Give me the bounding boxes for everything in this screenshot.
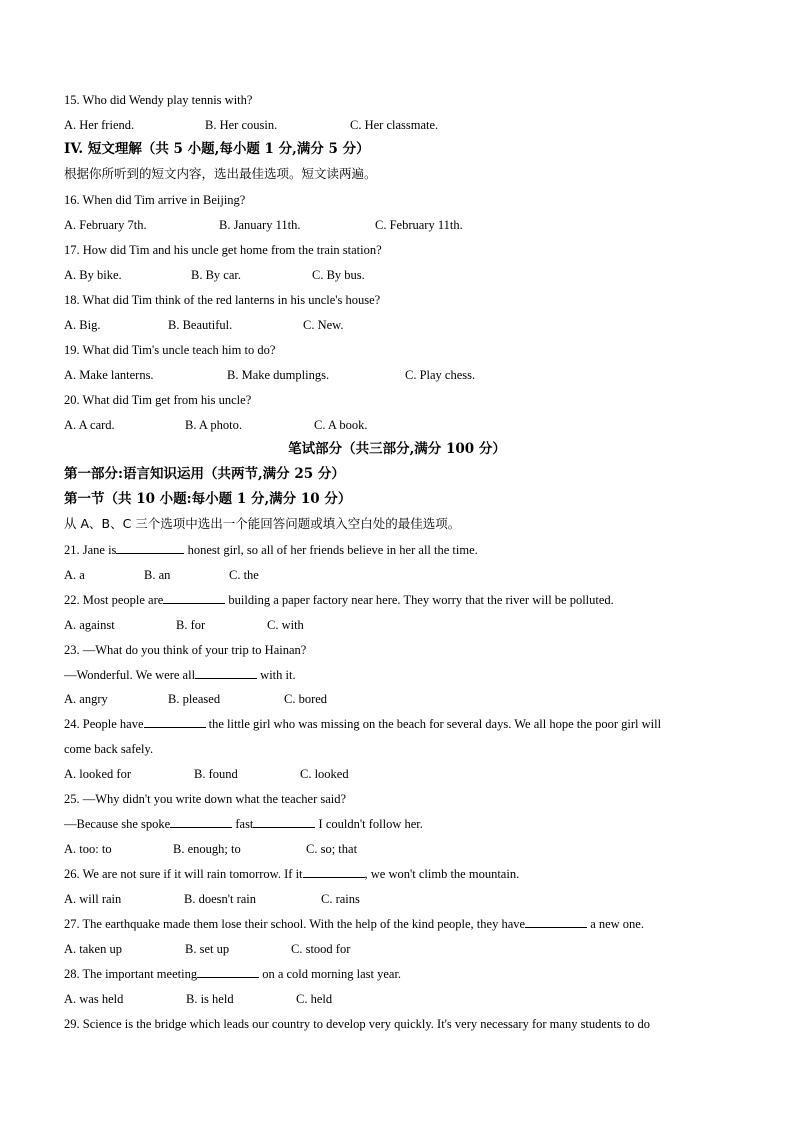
option-a: A. was held — [64, 992, 124, 1006]
option-b: B. doesn't rain — [184, 892, 257, 906]
question-23-reply — [64, 667, 296, 683]
stem-part: , we won't climb the mountain. — [364, 867, 520, 881]
answer-blank — [253, 816, 315, 828]
option-a: A. will rain — [64, 892, 122, 906]
option-b: B. set up — [185, 942, 230, 956]
option-b: B. an — [144, 568, 171, 582]
stem-part: on a cold morning last year. — [259, 967, 402, 981]
option-b: B. for — [176, 618, 206, 632]
option-b: B. is held — [186, 992, 234, 1006]
stem-part: with it. — [257, 668, 296, 682]
question-24-continued: come back safely. — [64, 742, 154, 756]
option-a: A. By bike. — [64, 268, 122, 282]
option-b: B. pleased — [168, 692, 221, 706]
option-c: C. Her classmate. — [350, 118, 439, 132]
option-a: A. against — [64, 618, 115, 632]
option-c: C. with — [267, 618, 304, 632]
option-c: C. the — [229, 568, 259, 582]
answer-blank — [170, 816, 232, 828]
stem-part: 27. The earthquake made them lose their school. With the help of the kind people, they have — [64, 917, 526, 931]
stem-part: a new one. — [587, 917, 644, 931]
question-18: 18. What did Tim think of the red lanterns in his uncle's house? — [64, 293, 381, 307]
stem-part: 24. People have — [64, 717, 144, 731]
question-15: 15. Who did Wendy play tennis with? — [64, 93, 253, 107]
question-24 — [64, 716, 661, 732]
option-c: C. stood for — [291, 942, 351, 956]
option-c: C. looked — [300, 767, 349, 781]
question-25: 25. —Why didn't you write down what the teacher said? — [64, 792, 347, 806]
option-c: C. Play chess. — [405, 368, 476, 382]
option-a: A. looked for — [64, 767, 131, 781]
option-b: B. January 11th. — [219, 218, 301, 232]
question-26 — [64, 866, 519, 882]
question-20: 20. What did Tim get from his uncle? — [64, 393, 252, 407]
option-c: C. New. — [303, 318, 344, 332]
question-19: 19. What did Tim's uncle teach him to do? — [64, 343, 276, 357]
question-28 — [64, 966, 401, 982]
question-22 — [64, 592, 614, 608]
option-c: C. bored — [284, 692, 328, 706]
stem-part: 26. We are not sure if it will rain tomorrow. If it — [64, 867, 303, 881]
stem-part: fast — [232, 817, 254, 831]
answer-blank — [163, 592, 225, 604]
option-b: B. A photo. — [185, 418, 242, 432]
option-c: C. February 11th. — [375, 218, 463, 232]
question-16: 16. When did Tim arrive in Beijing? — [64, 193, 246, 207]
option-a: A. angry — [64, 692, 108, 706]
question-21 — [64, 542, 478, 558]
question-29: 29. Science is the bridge which leads our country to develop very quickly. It's very necessary for many students to do — [64, 1017, 651, 1031]
question-17: 17. How did Tim and his uncle get home from the train station? — [64, 243, 382, 257]
stem-part: —Because she spoke — [64, 817, 171, 831]
answer-blank — [303, 866, 365, 878]
option-a: A. Big. — [64, 318, 101, 332]
section-one-heading: 第一节（共 10 小题:每小题 1 分,满分 10 分） — [64, 491, 352, 507]
written-part-title: 笔试部分（共三部分,满分 100 分） — [288, 441, 506, 457]
question-23: 23. —What do you think of your trip to Hainan? — [64, 643, 307, 657]
stem-part: I couldn't follow her. — [315, 817, 423, 831]
option-c: C. A book. — [314, 418, 368, 432]
option-b: B. Her cousin. — [205, 118, 278, 132]
part-one-heading: 第一部分:语言知识运用（共两节,满分 25 分） — [64, 466, 345, 482]
option-c: C. rains — [321, 892, 360, 906]
option-a: A. taken up — [64, 942, 122, 956]
option-b: B. found — [194, 767, 238, 781]
stem-part: honest girl, so all of her friends believe in her all the time. — [184, 543, 478, 557]
stem-part: 21. Jane is — [64, 543, 117, 557]
option-b: B. enough; to — [173, 842, 241, 856]
section-iv-instruction: 根据你所听到的短文内容，选出最佳选项。短文读两遍。 — [64, 166, 377, 181]
stem-part: —Wonderful. We were all — [64, 668, 196, 682]
option-b: B. Make dumplings. — [227, 368, 330, 382]
stem-part: 22. Most people are — [64, 593, 164, 607]
answer-blank — [525, 916, 587, 928]
option-b: B. By car. — [191, 268, 241, 282]
section-iv-heading: IV. 短文理解（共 5 小题,每小题 1 分,满分 5 分） — [64, 141, 370, 157]
option-c: C. By bus. — [312, 268, 365, 282]
option-a: A. a — [64, 568, 85, 582]
option-c: C. held — [296, 992, 333, 1006]
option-a: A. Make lanterns. — [64, 368, 154, 382]
option-a: A. Her friend. — [64, 118, 135, 132]
question-27 — [64, 916, 644, 932]
option-b: B. Beautiful. — [168, 318, 233, 332]
option-c: C. so; that — [306, 842, 358, 856]
stem-part: the little girl who was missing on the beach for several days. We all hope the poor girl will — [205, 717, 662, 731]
option-a: A. February 7th. — [64, 218, 147, 232]
option-a: A. too: to — [64, 842, 112, 856]
option-a: A. A card. — [64, 418, 115, 432]
stem-part: 28. The important meeting — [64, 967, 198, 981]
answer-blank — [144, 716, 206, 728]
answer-blank — [197, 966, 259, 978]
section-one-instruction: 从 A、B、C 三个选项中选出一个能回答问题或填入空白处的最佳选项。 — [64, 516, 461, 531]
answer-blank — [195, 667, 257, 679]
stem-part: building a paper factory near here. They worry that the river will be polluted. — [225, 593, 614, 607]
answer-blank — [116, 542, 184, 554]
question-25-reply — [64, 816, 423, 832]
